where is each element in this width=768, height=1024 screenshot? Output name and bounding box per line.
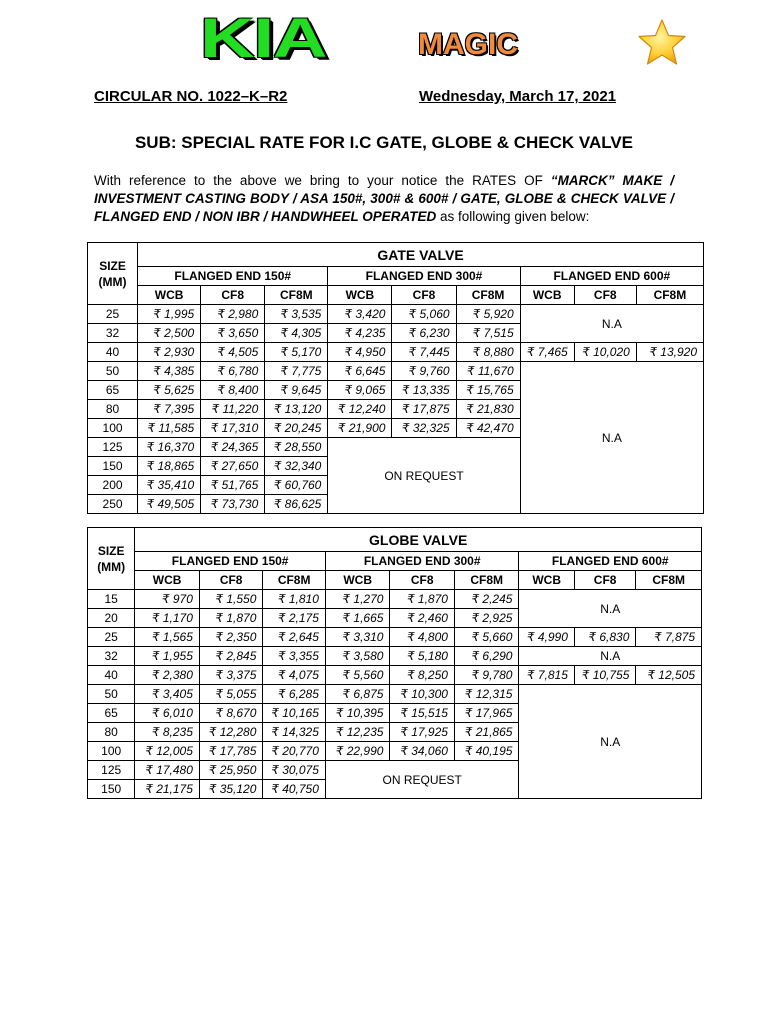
price-cell: ₹ 10,755 xyxy=(574,666,636,685)
table-row xyxy=(88,628,702,647)
table-row xyxy=(88,666,702,685)
price-cell: ₹ 1,870 xyxy=(199,609,263,628)
material-header: CF8 xyxy=(574,286,636,305)
size-cell: 40 xyxy=(88,666,135,685)
globe-valve-table xyxy=(87,527,702,799)
price-cell: ₹ 1,810 xyxy=(263,590,326,609)
price-cell: ₹ 32,325 xyxy=(392,419,456,438)
size-cell: 125 xyxy=(88,761,135,780)
price-cell: ₹ 3,355 xyxy=(263,647,326,666)
price-cell: ₹ 8,400 xyxy=(201,381,265,400)
price-cell: ₹ 3,420 xyxy=(328,305,392,324)
price-cell: ₹ 15,515 xyxy=(390,704,455,723)
size-cell: 32 xyxy=(88,647,135,666)
flange-group-header: FLANGED END 600# xyxy=(520,267,703,286)
price-cell: ₹ 5,625 xyxy=(138,381,201,400)
circular-number: CIRCULAR NO. 1022–K–R2 xyxy=(94,88,288,105)
price-cell: ₹ 3,405 xyxy=(135,685,200,704)
price-cell: ₹ 10,020 xyxy=(574,343,636,362)
price-cell: ₹ 6,875 xyxy=(325,685,390,704)
price-cell: ₹ 3,310 xyxy=(325,628,390,647)
size-cell: 80 xyxy=(88,400,138,419)
price-cell: ₹ 1,170 xyxy=(135,609,200,628)
material-header: CF8 xyxy=(201,286,265,305)
table-row xyxy=(88,305,704,324)
price-cell: ₹ 5,055 xyxy=(199,685,263,704)
price-cell: ₹ 5,920 xyxy=(456,305,520,324)
price-cell: ₹ 5,170 xyxy=(265,343,328,362)
price-cell: ₹ 40,750 xyxy=(263,780,326,799)
price-cell: ₹ 22,990 xyxy=(325,742,390,761)
price-cell: ₹ 13,120 xyxy=(265,400,328,419)
price-cell: ₹ 6,645 xyxy=(328,362,392,381)
price-cell: ₹ 17,965 xyxy=(454,704,519,723)
price-cell: ₹ 6,230 xyxy=(392,324,456,343)
price-cell: ₹ 20,245 xyxy=(265,419,328,438)
size-unit-label: (MM) xyxy=(97,559,126,574)
logo-kia-text: KIA xyxy=(200,6,327,69)
price-cell: ₹ 6,285 xyxy=(263,685,326,704)
price-cell: ₹ 4,950 xyxy=(328,343,392,362)
price-cell: ₹ 14,325 xyxy=(263,723,326,742)
price-cell: ₹ 7,395 xyxy=(138,400,201,419)
price-cell: ₹ 10,395 xyxy=(325,704,390,723)
price-cell: ₹ 970 xyxy=(135,590,200,609)
price-cell: ₹ 4,075 xyxy=(263,666,326,685)
price-cell: ₹ 3,375 xyxy=(199,666,263,685)
material-header: WCB xyxy=(135,571,200,590)
material-header: WCB xyxy=(519,571,574,590)
price-cell: ₹ 6,290 xyxy=(454,647,519,666)
material-header: WCB xyxy=(325,571,390,590)
size-unit-label: (MM) xyxy=(98,274,127,289)
price-cell: ₹ 1,995 xyxy=(138,305,201,324)
price-cell: ₹ 20,770 xyxy=(263,742,326,761)
not-available-cell: N.A xyxy=(519,590,702,628)
price-cell: ₹ 8,235 xyxy=(135,723,200,742)
not-available-cell: N.A xyxy=(520,305,703,343)
size-cell: 125 xyxy=(88,438,138,457)
price-cell: ₹ 21,175 xyxy=(135,780,200,799)
price-cell: ₹ 1,565 xyxy=(135,628,200,647)
price-cell: ₹ 2,380 xyxy=(135,666,200,685)
not-available-cell: N.A xyxy=(519,685,702,799)
flange-group-header: FLANGED END 300# xyxy=(325,552,519,571)
price-cell: ₹ 1,550 xyxy=(199,590,263,609)
price-cell: ₹ 2,930 xyxy=(138,343,201,362)
price-cell: ₹ 4,385 xyxy=(138,362,201,381)
circular-date: Wednesday, March 17, 2021 xyxy=(419,88,617,105)
price-cell: ₹ 2,980 xyxy=(201,305,265,324)
star-icon xyxy=(636,18,688,68)
price-cell: ₹ 12,005 xyxy=(135,742,200,761)
price-cell: ₹ 2,925 xyxy=(454,609,519,628)
material-header: CF8M xyxy=(636,286,703,305)
price-cell: ₹ 7,465 xyxy=(520,343,574,362)
price-cell: ₹ 21,865 xyxy=(454,723,519,742)
flange-group-header: FLANGED END 600# xyxy=(519,552,702,571)
price-cell: ₹ 12,315 xyxy=(454,685,519,704)
price-cell: ₹ 18,865 xyxy=(138,457,201,476)
material-header: CF8M xyxy=(454,571,519,590)
price-cell: ₹ 32,340 xyxy=(265,457,328,476)
intro-paragraph xyxy=(94,172,674,226)
price-cell: ₹ 7,515 xyxy=(456,324,520,343)
price-cell: ₹ 12,240 xyxy=(328,400,392,419)
price-cell: ₹ 5,560 xyxy=(325,666,390,685)
price-cell: ₹ 9,645 xyxy=(265,381,328,400)
price-cell: ₹ 4,800 xyxy=(390,628,455,647)
price-cell: ₹ 11,220 xyxy=(201,400,265,419)
price-cell: ₹ 21,830 xyxy=(456,400,520,419)
price-cell: ₹ 28,550 xyxy=(265,438,328,457)
size-cell: 50 xyxy=(88,362,138,381)
price-cell: ₹ 51,765 xyxy=(201,476,265,495)
price-cell: ₹ 40,195 xyxy=(454,742,519,761)
price-cell: ₹ 34,060 xyxy=(390,742,455,761)
intro-lead: With reference to the above we bring to your notice the RATES OF xyxy=(94,173,543,188)
price-cell: ₹ 4,305 xyxy=(265,324,328,343)
price-cell: ₹ 25,950 xyxy=(199,761,263,780)
price-cell: ₹ 9,780 xyxy=(454,666,519,685)
price-cell: ₹ 21,900 xyxy=(328,419,392,438)
price-cell: ₹ 6,780 xyxy=(201,362,265,381)
price-cell: ₹ 5,060 xyxy=(392,305,456,324)
price-cell: ₹ 35,410 xyxy=(138,476,201,495)
size-cell: 100 xyxy=(88,742,135,761)
price-cell: ₹ 12,280 xyxy=(199,723,263,742)
size-cell: 150 xyxy=(88,780,135,799)
size-cell: 200 xyxy=(88,476,138,495)
table-row xyxy=(88,647,702,666)
price-cell: ₹ 10,165 xyxy=(263,704,326,723)
material-header: WCB xyxy=(328,286,392,305)
price-cell: ₹ 1,665 xyxy=(325,609,390,628)
price-cell: ₹ 2,175 xyxy=(263,609,326,628)
material-header: CF8 xyxy=(199,571,263,590)
price-cell: ₹ 4,235 xyxy=(328,324,392,343)
price-cell: ₹ 10,300 xyxy=(390,685,455,704)
material-header: CF8 xyxy=(390,571,455,590)
kia-magic-logo xyxy=(200,6,518,69)
price-cell: ₹ 7,775 xyxy=(265,362,328,381)
gate-valve-table xyxy=(87,242,704,514)
material-header: CF8 xyxy=(574,571,636,590)
size-cell: 80 xyxy=(88,723,135,742)
material-header: WCB xyxy=(520,286,574,305)
price-cell: ₹ 7,445 xyxy=(392,343,456,362)
price-cell: ₹ 1,870 xyxy=(390,590,455,609)
price-cell: ₹ 2,845 xyxy=(199,647,263,666)
price-cell: ₹ 35,120 xyxy=(199,780,263,799)
price-cell: ₹ 9,760 xyxy=(392,362,456,381)
price-cell: ₹ 17,925 xyxy=(390,723,455,742)
price-cell: ₹ 8,880 xyxy=(456,343,520,362)
price-cell: ₹ 27,650 xyxy=(201,457,265,476)
price-cell: ₹ 17,875 xyxy=(392,400,456,419)
intro-emphasis: “MARCK” MAKE / INVESTMENT CASTING BODY / ASA 150#, 300# & 600# / GATE, GLOBE & CHECK VALVE / FLANGED END / NON IBR / HANDWHEEL OPERATED xyxy=(94,173,674,224)
price-cell: ₹ 6,010 xyxy=(135,704,200,723)
price-cell: ₹ 5,660 xyxy=(454,628,519,647)
price-cell: ₹ 11,585 xyxy=(138,419,201,438)
size-label: SIZE xyxy=(99,258,126,273)
not-available-cell: N.A xyxy=(519,647,702,666)
size-cell: 15 xyxy=(88,590,135,609)
price-cell: ₹ 17,480 xyxy=(135,761,200,780)
size-cell: 25 xyxy=(88,628,135,647)
price-cell: ₹ 3,650 xyxy=(201,324,265,343)
flange-group-header: FLANGED END 150# xyxy=(138,267,328,286)
price-cell: ₹ 86,625 xyxy=(265,495,328,514)
price-cell: ₹ 6,830 xyxy=(574,628,636,647)
globe-valve-title: GLOBE VALVE xyxy=(135,528,702,552)
price-cell: ₹ 7,875 xyxy=(636,628,702,647)
price-cell: ₹ 12,235 xyxy=(325,723,390,742)
on-request-cell: ON REQUEST xyxy=(325,761,519,799)
flange-group-header: FLANGED END 150# xyxy=(135,552,326,571)
intro-tail: as following given below: xyxy=(440,209,590,224)
gate-valve-title: GATE VALVE xyxy=(138,243,704,267)
price-cell: ₹ 3,580 xyxy=(325,647,390,666)
price-cell: ₹ 17,310 xyxy=(201,419,265,438)
material-header: CF8M xyxy=(636,571,702,590)
price-cell: ₹ 30,075 xyxy=(263,761,326,780)
table-row xyxy=(88,590,702,609)
price-cell: ₹ 9,065 xyxy=(328,381,392,400)
size-cell: 150 xyxy=(88,457,138,476)
on-request-cell: ON REQUEST xyxy=(328,438,520,514)
price-cell: ₹ 1,955 xyxy=(135,647,200,666)
price-cell: ₹ 24,365 xyxy=(201,438,265,457)
price-cell: ₹ 1,270 xyxy=(325,590,390,609)
price-cell: ₹ 2,350 xyxy=(199,628,263,647)
price-cell: ₹ 16,370 xyxy=(138,438,201,457)
price-cell: ₹ 17,785 xyxy=(199,742,263,761)
size-cell: 40 xyxy=(88,343,138,362)
price-cell: ₹ 60,760 xyxy=(265,476,328,495)
price-cell: ₹ 8,250 xyxy=(390,666,455,685)
material-header: CF8M xyxy=(263,571,326,590)
size-cell: 50 xyxy=(88,685,135,704)
size-cell: 65 xyxy=(88,381,138,400)
price-cell: ₹ 2,460 xyxy=(390,609,455,628)
size-cell: 25 xyxy=(88,305,138,324)
price-cell: ₹ 2,645 xyxy=(263,628,326,647)
price-cell: ₹ 13,920 xyxy=(636,343,703,362)
price-cell: ₹ 2,245 xyxy=(454,590,519,609)
price-cell: ₹ 12,505 xyxy=(636,666,702,685)
logo-magic-text: MAGIC xyxy=(418,28,518,61)
price-cell: ₹ 15,765 xyxy=(456,381,520,400)
subject-heading: SUB: SPECIAL RATE FOR I.C GATE, GLOBE & CHECK VALVE xyxy=(134,133,634,152)
price-cell: ₹ 49,505 xyxy=(138,495,201,514)
price-cell: ₹ 4,505 xyxy=(201,343,265,362)
price-cell: ₹ 42,470 xyxy=(456,419,520,438)
size-cell: 32 xyxy=(88,324,138,343)
flange-group-header: FLANGED END 300# xyxy=(328,267,520,286)
material-header: CF8M xyxy=(456,286,520,305)
table-row xyxy=(88,343,704,362)
size-cell: 20 xyxy=(88,609,135,628)
price-cell: ₹ 8,670 xyxy=(199,704,263,723)
price-cell: ₹ 7,815 xyxy=(519,666,574,685)
price-cell: ₹ 3,535 xyxy=(265,305,328,324)
price-cell: ₹ 73,730 xyxy=(201,495,265,514)
price-cell: ₹ 2,500 xyxy=(138,324,201,343)
material-header: CF8M xyxy=(265,286,328,305)
price-cell: ₹ 4,990 xyxy=(519,628,574,647)
material-header: CF8 xyxy=(392,286,456,305)
size-label: SIZE xyxy=(97,543,125,558)
size-cell: 100 xyxy=(88,419,138,438)
size-cell: 250 xyxy=(88,495,138,514)
size-column-header xyxy=(88,528,135,590)
size-cell: 65 xyxy=(88,704,135,723)
price-cell: ₹ 11,670 xyxy=(456,362,520,381)
table-row xyxy=(88,685,702,704)
not-available-cell: N.A xyxy=(520,362,703,514)
table-row xyxy=(88,362,704,381)
material-header: WCB xyxy=(138,286,201,305)
size-column-header xyxy=(88,243,138,305)
price-cell: ₹ 5,180 xyxy=(390,647,455,666)
price-cell: ₹ 13,335 xyxy=(392,381,456,400)
